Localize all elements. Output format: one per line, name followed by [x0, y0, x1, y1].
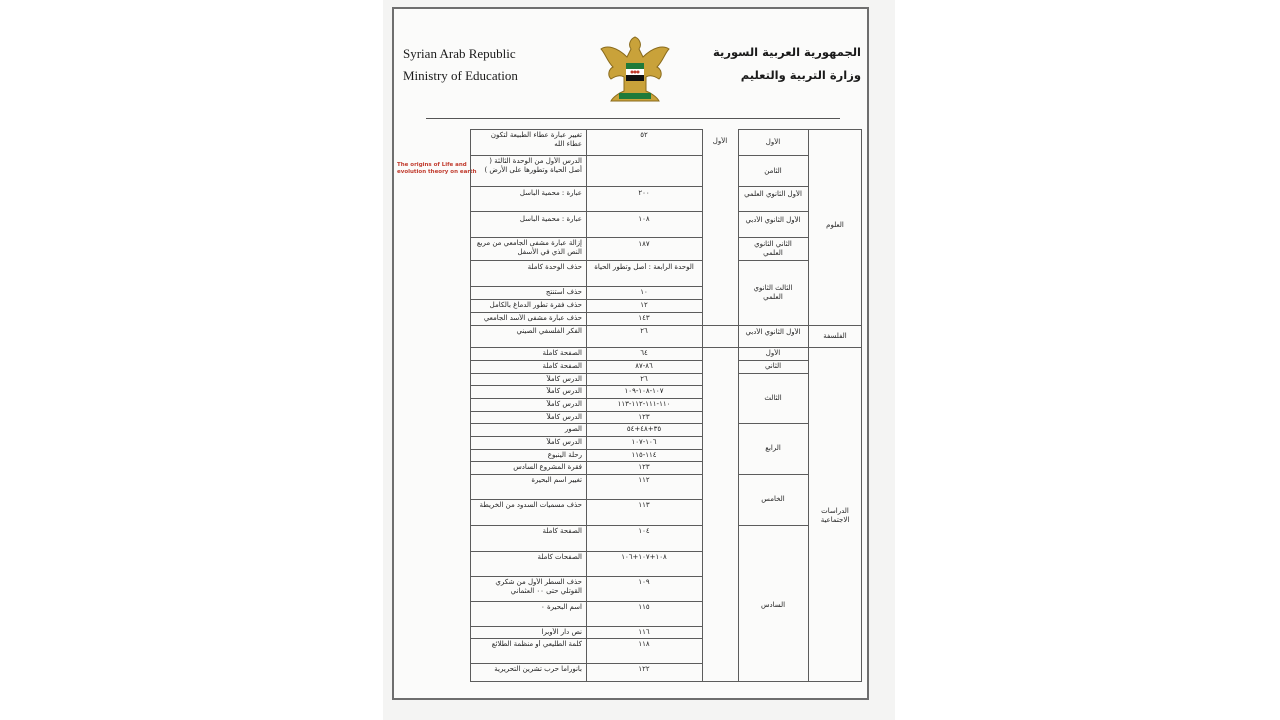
row-line	[470, 312, 702, 313]
grade-cell: الثاني الثانوي العلمي	[754, 240, 792, 257]
row-line	[470, 129, 702, 130]
page-cell: ١٠٨+١٠٧+١٠٦	[621, 553, 667, 561]
row-line	[470, 436, 702, 437]
row-line	[470, 423, 702, 424]
row-line	[470, 663, 702, 664]
row-line	[470, 398, 702, 399]
page-cell: ١٢	[640, 301, 648, 309]
grade-cell: الثاني	[764, 362, 782, 370]
change-cell: الصفحات كاملة	[537, 553, 582, 561]
row-line	[738, 525, 808, 526]
change-cell: حذف السطر الأول من شكري القوتلي حتى ٠٠ العثماني	[495, 578, 582, 595]
grade-cell: الرابع	[765, 444, 781, 452]
change-cell: الدرس كاملاً	[546, 387, 582, 395]
row-line	[470, 449, 702, 450]
grade-cell: السادس	[760, 601, 786, 609]
row-line	[470, 576, 702, 577]
row-line	[738, 474, 808, 475]
row-line	[470, 626, 702, 627]
row-line	[470, 373, 702, 374]
page-cell: ١٠٤	[638, 527, 650, 535]
eagle-emblem-icon	[597, 31, 673, 107]
page-cell: ١١٠-١١١-١١٢-١١٣	[617, 400, 671, 408]
change-cell: تغيير اسم البحيرة	[531, 476, 582, 484]
row-line	[470, 360, 702, 361]
header-divider	[426, 118, 840, 119]
grade-cell: الثالث	[764, 394, 782, 402]
row-line	[470, 286, 702, 287]
grade-cell: الثالث الثانوي العلمي	[753, 284, 793, 301]
table-border-bottom	[470, 681, 862, 682]
row-line	[470, 237, 702, 238]
change-cell: الدرس كاملاً	[546, 400, 582, 408]
row-line	[470, 474, 702, 475]
curriculum-changes-table	[470, 129, 862, 682]
page-cell: ١١٦	[638, 628, 650, 636]
page-cell: ٣٥+٤٨+٥٤	[626, 425, 662, 433]
change-cell: الصفحة كاملة	[542, 527, 582, 535]
page-cell: ١١٣	[638, 501, 650, 509]
page-cell: ٢٠٠	[638, 189, 650, 197]
row-line	[470, 551, 702, 552]
row-line	[738, 360, 808, 361]
page-cell: ٨٦-٨٧	[635, 362, 653, 370]
row-line	[470, 461, 702, 462]
handwritten-side-note: The origins of Life and evolution theory on earth	[397, 162, 477, 175]
page-cell: ١٠٧-١٠٨-١٠٩	[624, 387, 664, 395]
page-cell: ١٠	[640, 288, 648, 296]
page-cell: ١١٢	[638, 476, 650, 484]
row-line	[470, 601, 702, 602]
row-line	[470, 525, 702, 526]
change-cell: إزالة عبارة مشفى الجامعي من مربع النص الذي في الأسفل	[476, 239, 582, 256]
change-cell: فقرة المشروع السادس	[513, 463, 582, 471]
change-cell: الصور	[564, 425, 582, 433]
change-cell: عبارة : محمية الباسل	[519, 189, 582, 197]
page-cell: ١٠٨	[638, 215, 650, 223]
change-cell: الدرس كاملاً	[546, 375, 582, 383]
page-cell: ١١٥	[638, 603, 650, 611]
grade-cell: الأول	[765, 349, 781, 357]
change-cell: الدرس كاملاً	[546, 438, 582, 446]
table-border-right	[861, 129, 862, 682]
change-cell: حذف الوحدة كاملة	[527, 263, 582, 271]
row-line	[470, 325, 862, 326]
grade-cell: الخامس	[761, 495, 785, 503]
page-cell: ١٠٩	[638, 578, 650, 586]
row-line	[470, 638, 702, 639]
row-line	[738, 373, 808, 374]
change-cell: حذف مسميات السدود من الخريطة	[479, 501, 582, 509]
change-cell: حذف أستنتج	[545, 288, 582, 296]
row-line	[738, 129, 862, 130]
country-name-ar: الجمهورية العربية السورية	[713, 45, 861, 59]
page-cell: الوحدة الرابعة : أصل وتطور الحياة	[594, 263, 694, 271]
grade-cell: الثامن	[764, 167, 782, 175]
change-cell: نص دار الأوبرا	[541, 628, 582, 636]
country-name-en: Syrian Arab Republic	[403, 46, 516, 61]
row-line	[470, 260, 702, 261]
grade-cell: الأول الثانوي العلمي	[744, 190, 802, 198]
document-page	[392, 7, 869, 700]
page-cell: ١٢٢	[638, 665, 650, 673]
row-line	[470, 499, 702, 500]
header-english	[403, 43, 518, 87]
page-cell: ١٢٣	[638, 463, 650, 471]
subject-cell: الدراسات الاجتماعية	[820, 507, 850, 524]
row-line	[738, 423, 808, 424]
row-line	[738, 155, 808, 156]
subject-cell: الفلسفة	[823, 332, 847, 340]
change-cell: الفكر الفلسفي الصيني	[516, 327, 582, 335]
change-cell: تغيير عبارة عطاء الطبيعة لتكون عطاء الله	[490, 131, 582, 148]
grade-cell: الأول الثانوي الأدبي	[745, 216, 801, 224]
subject-cell: العلوم	[826, 221, 844, 229]
change-cell: حذف فقرة تطور الدماغ بالكامل	[489, 301, 582, 309]
page-cell: ٦٤	[640, 349, 648, 357]
page-cell: ١١٨	[638, 640, 650, 648]
page-cell: ١٢٣	[638, 413, 650, 421]
term-cell: الأول	[712, 137, 728, 145]
row-line	[738, 186, 808, 187]
change-cell: كلمة الطليعي أو منظمة الطلائع	[491, 640, 582, 648]
column-divider	[702, 129, 703, 682]
row-line	[738, 260, 808, 261]
page-cell: ١٤٣	[638, 314, 650, 322]
header-arabic	[713, 41, 861, 87]
column-divider	[808, 129, 809, 682]
change-cell: عبارة : محمية الباسل	[519, 215, 582, 223]
grade-cell: الأول	[765, 138, 781, 146]
change-cell: الدرس كاملاً	[546, 413, 582, 421]
row-line	[470, 411, 702, 412]
row-line	[470, 347, 862, 348]
page-cell: ١٨٧	[638, 240, 650, 248]
row-line	[470, 211, 702, 212]
ministry-name-ar: وزارة التربية والتعليم	[740, 68, 861, 82]
row-line	[470, 186, 702, 187]
row-line	[470, 155, 702, 156]
row-line	[470, 299, 702, 300]
page-cell: ٥٢	[640, 131, 648, 139]
change-cell: بانوراما حرب تشرين التحريرية	[494, 665, 582, 673]
page-cell: ٢٦	[640, 375, 648, 383]
grade-cell: الأول الثانوي الأدبي	[745, 328, 801, 336]
row-line	[738, 211, 808, 212]
change-cell: حذف عبارة مشفى الأسد الجامعي	[483, 314, 582, 322]
row-line	[470, 385, 702, 386]
change-cell: رحلة الينبوع	[547, 451, 582, 459]
change-cell: الصفحة كاملة	[542, 349, 582, 357]
page-cell: ١١٤-١١٥	[631, 451, 657, 459]
row-line	[738, 237, 808, 238]
ministry-name-en: Ministry of Education	[403, 68, 518, 83]
change-cell: الدرس الأول من الوحدة الثالثة ( أصل الحياة وتطورها على الأرض )	[484, 157, 582, 174]
change-cell: اسم البحيرة ٠	[540, 603, 582, 611]
page-cell: ١٠٦-١٠٧	[631, 438, 657, 446]
page-cell: ٢٦	[640, 327, 648, 335]
change-cell: الصفحة كاملة	[542, 362, 582, 370]
